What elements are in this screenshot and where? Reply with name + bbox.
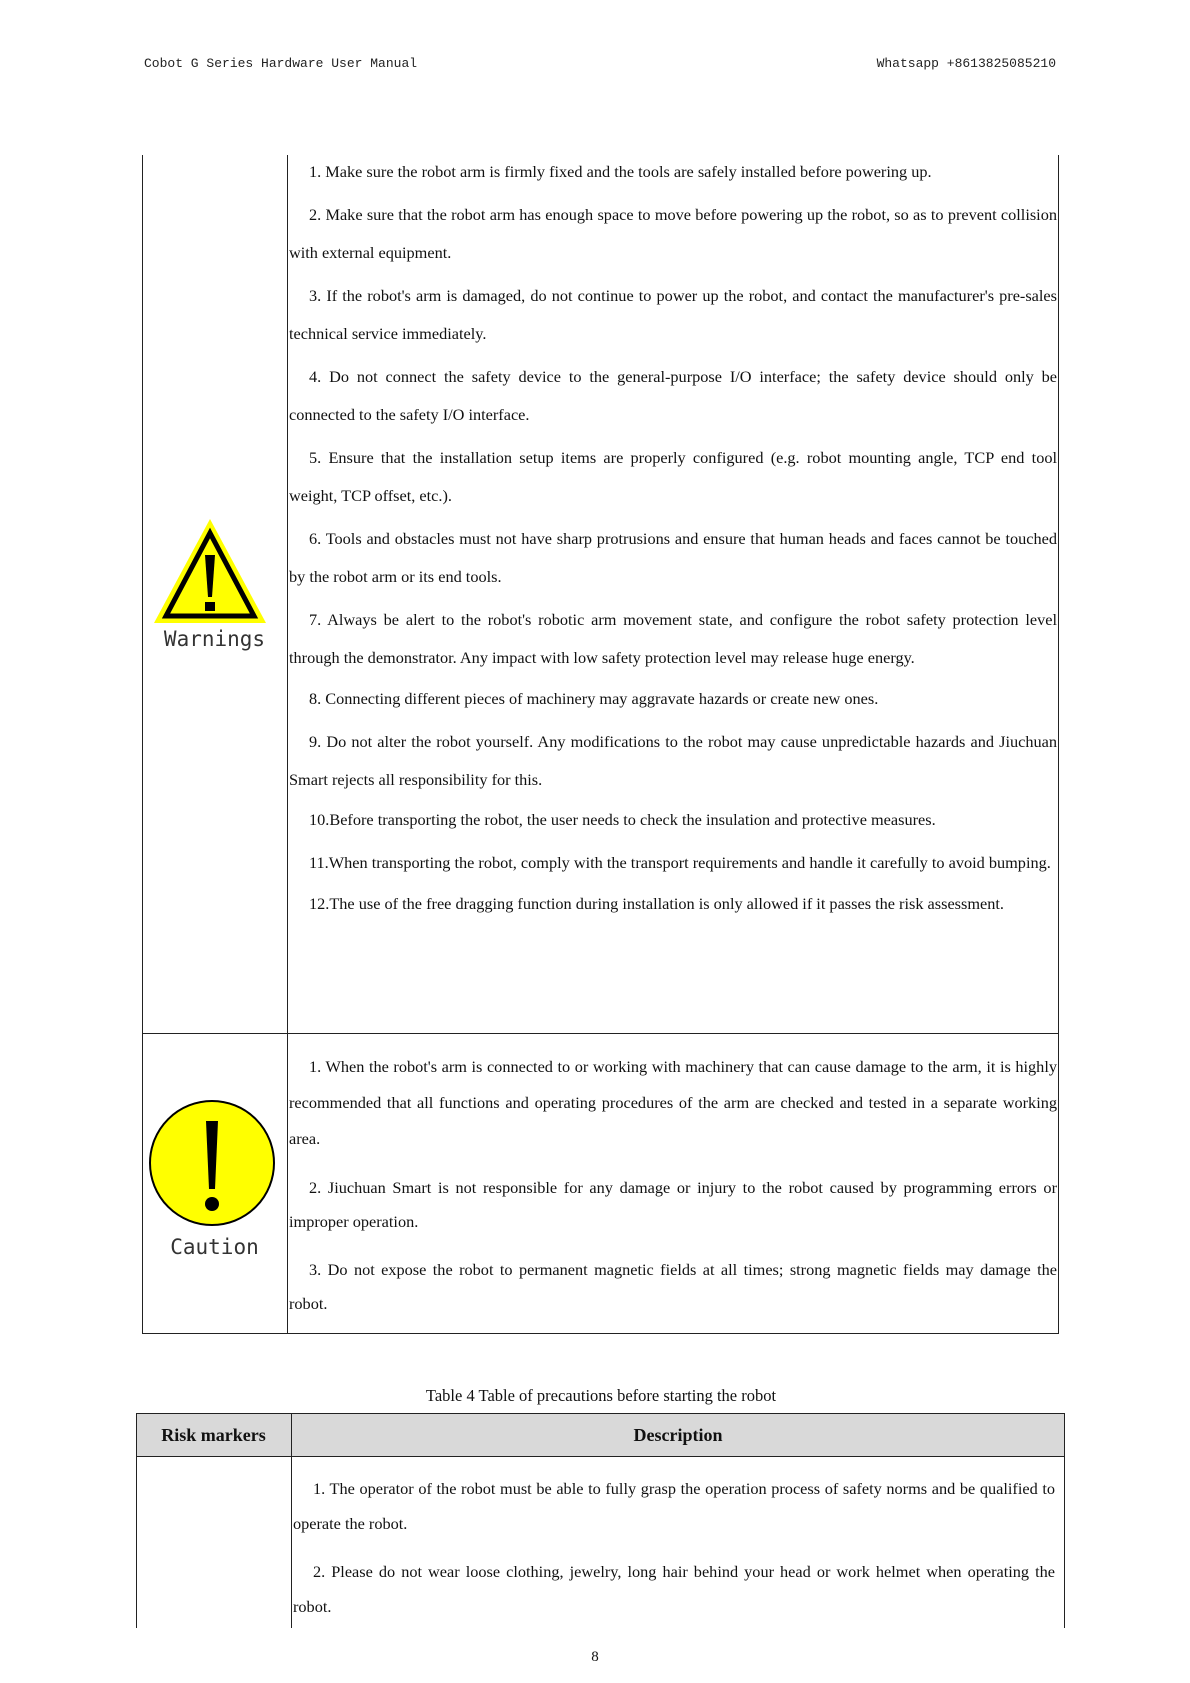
warning-item: 9. Do not alter the robot yourself. Any modifications to the robot may cause unpredictable hazards and Jiuchuan Smart rejects all responsibility for this. xyxy=(289,732,1057,789)
warning-item: 2. Make sure that the robot arm has enough space to move before powering up the robot, so as to prevent collision with external equipment. xyxy=(289,205,1057,262)
caution-item: 2. Jiuchuan Smart is not responsible for any damage or injury to the robot caused by programming errors or improper operation. xyxy=(289,1178,1057,1231)
warnings-text xyxy=(289,155,1057,921)
table-caption: Table 4 Table of precautions before starting the robot xyxy=(425,1386,777,1405)
precautions-table xyxy=(136,1413,1065,1628)
warning-item: 6. Tools and obstacles must not have sharp protrusions and ensure that human heads and faces cannot be touched by the robot arm or its end tools. xyxy=(289,529,1057,586)
caution-text xyxy=(289,1049,1057,1321)
warning-item: 5. Ensure that the installation setup items are properly configured (e.g. robot mounting angle, TCP end tool weight, TCP offset, etc.). xyxy=(289,448,1057,505)
warning-item: 7. Always be alert to the robot's robotic arm movement state, and configure the robot safety protection level through the demonstrator. Any impact with low safety protection level may release huge energy. xyxy=(289,610,1057,667)
warning-item: 11.When transporting the robot, comply with the transport requirements and handle it carefully to avoid bumping. xyxy=(309,853,1051,872)
caution-item: 3. Do not expose the robot to permanent magnetic fields at all times; strong magnetic fields may damage the robot. xyxy=(289,1260,1057,1313)
warning-item: 10.Before transporting the robot, the user needs to check the insulation and protective measures. xyxy=(309,810,936,829)
table-divider xyxy=(291,1413,292,1628)
column-header-risk: Risk markers xyxy=(161,1425,266,1445)
warnings-label: Warnings xyxy=(163,627,266,651)
caution-exclamation-icon xyxy=(148,1099,278,1229)
running-header-title: Cobot G Series Hardware User Manual xyxy=(144,56,418,71)
warning-triangle-icon xyxy=(150,515,270,630)
column-header-description: Description xyxy=(633,1425,723,1445)
caution-label: Caution xyxy=(170,1235,259,1259)
running-header-contact: Whatsapp +8613825085210 xyxy=(876,56,1056,71)
safety-table xyxy=(142,155,1059,1334)
table-border-left xyxy=(136,1413,137,1628)
precautions-text xyxy=(293,1471,1055,1637)
row-divider xyxy=(142,1033,1059,1034)
caution-item: 1. When the robot's arm is connected to or working with machinery that can cause damage to the arm, it is highly recommended that all functions and operating procedures of the arm are checked and tested in a separate working area. xyxy=(289,1057,1057,1148)
table-border-right xyxy=(1058,155,1059,1334)
precaution-item: 1. The operator of the robot must be able to fully grasp the operation process of safety norms and be qualified to operate the robot. xyxy=(293,1479,1055,1533)
precaution-item: 2. Please do not wear loose clothing, jewelry, long hair behind your head or work helmet when operating the robot. xyxy=(293,1562,1055,1616)
table-divider xyxy=(287,155,288,1334)
warnings-cell xyxy=(142,515,287,815)
warning-item: 12.The use of the free dragging function during installation is only allowed if it passes the risk assessment. xyxy=(309,894,1004,913)
warning-item: 8. Connecting different pieces of machinery may aggravate hazards or create new ones. xyxy=(309,689,879,708)
table-border-right xyxy=(1064,1413,1065,1628)
page-number: 8 xyxy=(591,1649,599,1665)
table-border-bottom xyxy=(142,1333,1059,1334)
caution-cell xyxy=(142,1099,287,1319)
warning-item: 1. Make sure the robot arm is firmly fixed and the tools are safely installed before powering up. xyxy=(309,162,932,181)
warning-item: 4. Do not connect the safety device to the general-purpose I/O interface; the safety device should only be connected to the safety I/O interface. xyxy=(289,367,1057,424)
warning-item: 3. If the robot's arm is damaged, do not continue to power up the robot, and contact the manufacturer's pre-sales technical service immediately. xyxy=(289,286,1057,343)
